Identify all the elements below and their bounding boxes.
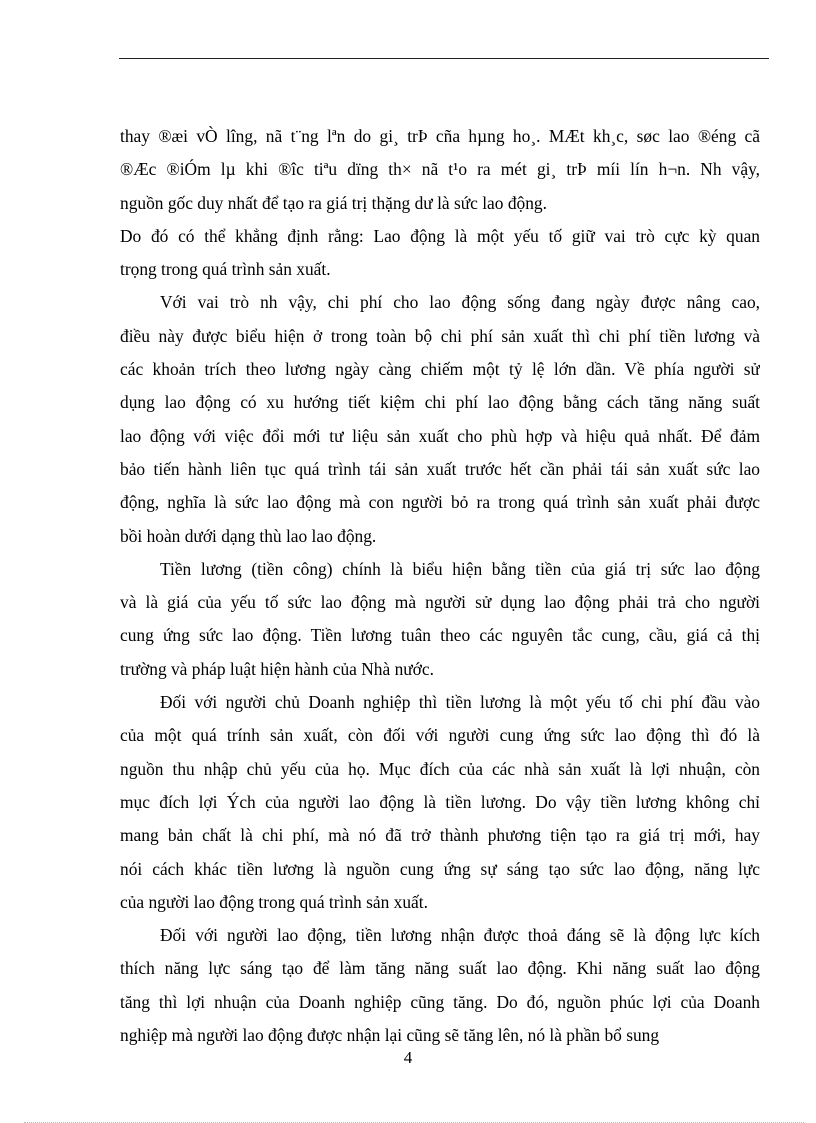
- text-line: trọng trong quá trình sản xuất.: [120, 259, 331, 280]
- text-line: ®Æc ®iÓm lµ khi ®îc tiªu dïng th× nã t¹o ra mét gi¸ trÞ míi lín h¬n. Nh vậy,: [120, 159, 760, 180]
- text-line: Đối với người lao động, tiền lương nhận được thoả đáng sẽ là động lực kích: [160, 925, 760, 946]
- text-line: thích năng lực sáng tạo để làm tăng năng suất lao động. Khi năng suất lao động: [120, 958, 760, 979]
- text-line: của một quá trính sản xuất, còn đối với người cung ứng sức lao động thì đó là: [120, 725, 760, 746]
- text-line: điều này được biểu hiện ở trong toàn bộ chi phí sản xuất thì chi phí tiền lương và: [120, 325, 760, 346]
- text-line: nói cách khác tiền lương là nguồn cung ứng sự sáng tạo sức lao động, năng lực: [120, 858, 760, 879]
- text-line: nguồn gốc duy nhất để tạo ra giá trị thặng dư là sức lao động.: [120, 192, 547, 213]
- text-line: của người lao động trong quá trình sản xuất.: [120, 891, 428, 912]
- header-rule: [119, 58, 769, 59]
- text-line: lao động với việc đổi mới tư liệu sản xuất cho phù hợp và hiệu quả nhất. Để đảm: [120, 425, 760, 446]
- text-line: nghiệp mà người lao động được nhận lại cũng sẽ tăng lên, nó là phần bổ sung: [120, 1025, 660, 1046]
- text-line: và là giá của yếu tố sức lao động mà người sử dụng lao động phải trả cho người: [120, 592, 760, 613]
- text-line: động, nghĩa là sức lao động mà con người bỏ ra trong quá trình sản xuất phải được: [120, 492, 760, 513]
- text-line: tăng thì lợi nhuận của Doanh nghiệp cũng tăng. Do đó, nguồn phúc lợi của Doanh: [120, 991, 760, 1012]
- text-line: bảo tiến hành liên tục quá trình tái sản xuất trước hết cần phải tái sản xuất sức lao: [120, 458, 760, 479]
- text-line: mục đích lợi Ých của người lao động là tiền lương. Do vậy tiền lương không chỉ: [120, 791, 760, 812]
- text-line: Đối với người chủ Doanh nghiệp thì tiền lương là một yếu tố chi phí đầu vào: [160, 692, 760, 713]
- text-line: trường và pháp luật hiện hành của Nhà nước.: [120, 658, 434, 679]
- text-line: Do đó có thể khẳng định rằng: Lao động là một yếu tố giữ vai trò cực kỳ quan: [120, 225, 760, 246]
- text-line: mang bản chất là chi phí, mà nó đã trở thành phương tiện tạo ra giá trị mới, hay: [120, 825, 760, 846]
- text-line: Với vai trò nh vậy, chi phí cho lao động sống đang ngày được nâng cao,: [160, 292, 760, 313]
- page-number: 4: [403, 1048, 413, 1067]
- text-line: các khoản trích theo lương ngày càng chiếm một tỷ lệ lớn dần. Về phía người sử: [120, 359, 760, 380]
- text-line: cung ứng sức lao động. Tiền lương tuân theo các nguyên tắc cung, cầu, giá cả thị: [120, 625, 760, 646]
- text-line: bồi hoàn dưới dạng thù lao lao động.: [120, 525, 377, 546]
- body-text: [120, 120, 760, 1052]
- text-line: nguồn thu nhập chủ yếu của họ. Mục đích của các nhà sản xuất là lợi nhuận, còn: [120, 758, 760, 779]
- text-line: Tiền lương (tiền công) chính là biểu hiện bằng tiền của giá trị sức lao động: [160, 558, 760, 579]
- text-line: thay ®æi vÒ lîng, nã t¨ng lªn do gi¸ trÞ cña hµng ho¸. MÆt kh¸c, søc lao ®éng cã: [120, 126, 760, 146]
- text-line: dụng lao động có xu hướng tiết kiệm chi phí lao động bằng cách tăng năng suất: [120, 392, 760, 413]
